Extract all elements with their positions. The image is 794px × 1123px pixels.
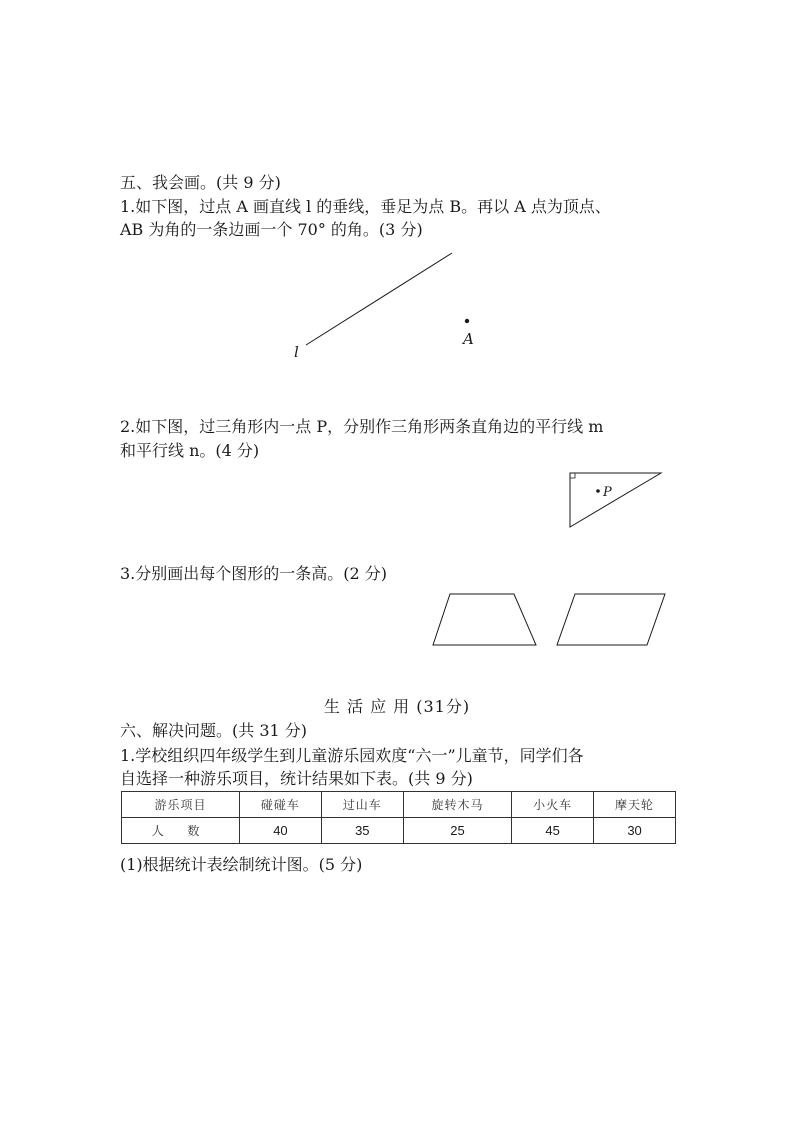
- section6-heading: 六、解决问题。(共 31 分): [120, 721, 308, 740]
- point-p-label: P: [603, 485, 612, 500]
- table-header-cell: 游乐项目: [122, 792, 240, 818]
- question-5-1-line1: 1.如下图，过点 A 画直线 l 的垂线，垂足为点 B。再以 A 点为顶点、: [120, 197, 611, 216]
- table-cell: 35: [321, 818, 403, 844]
- part-title: 生 活 应 用 (31分): [323, 697, 471, 716]
- point-a: [465, 319, 469, 323]
- question-6-1-line1: 1.学校组织四年级学生到儿童游乐园欢度“六一”儿童节，同学们各: [120, 746, 584, 765]
- line-l: [306, 253, 452, 345]
- figure-line-l-point-a: [280, 245, 500, 365]
- table-header-cell: 小火车: [512, 792, 594, 818]
- figure-right-triangle: [560, 465, 670, 535]
- question-6-1-line2: 自选择一种游乐项目，统计结果如下表。(共 9 分): [120, 769, 473, 788]
- statistics-table: [121, 791, 676, 844]
- right-angle-mark: [570, 473, 575, 478]
- question-5-1-line2: AB 为角的一条边画一个 70° 的角。(3 分): [120, 220, 423, 239]
- point-p: [596, 489, 600, 493]
- table-cell: 40: [240, 818, 322, 844]
- table-row: [122, 818, 676, 844]
- question-6-1-sub1: (1)根据统计表绘制统计图。(5 分): [120, 855, 363, 874]
- parallelogram: [557, 594, 665, 645]
- question-5-3: 3.分别画出每个图形的一条高。(2 分): [120, 564, 388, 583]
- table-header-cell: 过山车: [321, 792, 403, 818]
- line-l-label: l: [294, 343, 299, 361]
- table-header-cell: 旋转木马: [403, 792, 511, 818]
- table-header-cell: 摩天轮: [594, 792, 676, 818]
- table-cell: 45: [512, 818, 594, 844]
- table-cell: 25: [403, 818, 511, 844]
- figure-shapes: [425, 588, 675, 650]
- question-5-2-line2: 和平行线 n。(4 分): [120, 441, 260, 460]
- question-5-2-line1: 2.如下图，过三角形内一点 P，分别作三角形两条直角边的平行线 m: [120, 417, 604, 436]
- table-cell: 30: [594, 818, 676, 844]
- point-a-label: A: [463, 330, 474, 348]
- table-header-cell: 碰碰车: [240, 792, 322, 818]
- table-header-row: [122, 792, 676, 818]
- section5-heading: 五、我会画。(共 9 分): [120, 173, 281, 192]
- right-triangle: [570, 473, 661, 527]
- trapezoid: [433, 594, 536, 645]
- table-row-label: 人 数: [122, 818, 240, 844]
